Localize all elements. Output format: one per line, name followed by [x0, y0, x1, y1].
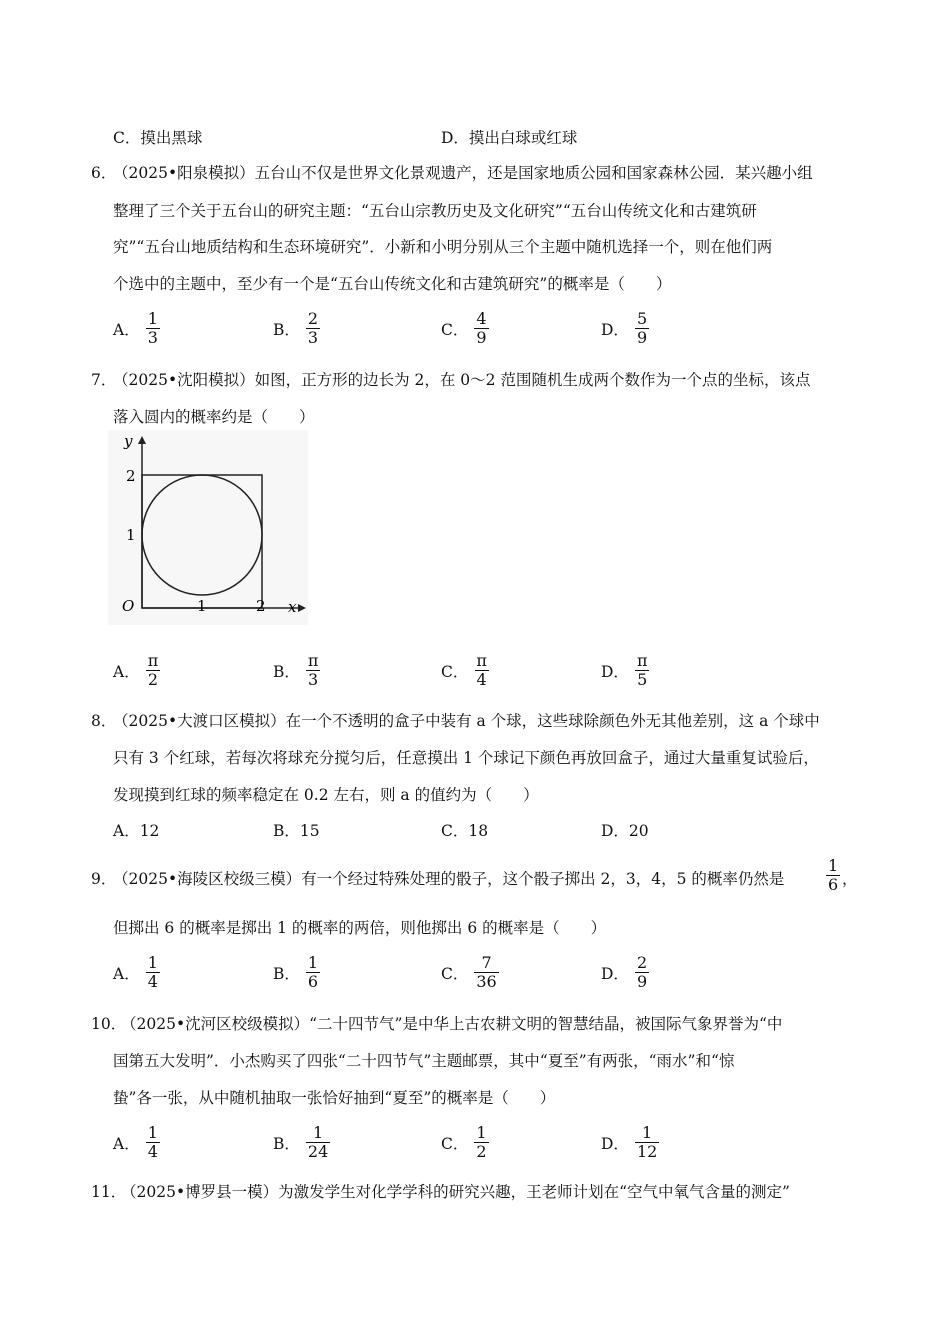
q8-option-d[interactable]: D．20: [601, 822, 649, 840]
q7-figure: [108, 430, 308, 625]
q6-option-d[interactable]: [601, 310, 649, 347]
q6-number: 6．: [91, 164, 117, 182]
option-label: C．: [441, 964, 469, 983]
option-label: A．: [113, 1134, 140, 1153]
q10-option-b[interactable]: [273, 1124, 330, 1161]
q10-line-3: 蛰”各一张，从中随机抽取一张恰好抽到“夏至”的概率是（ ）: [113, 1089, 556, 1107]
q6-line-3: 究”“五台山地质结构和生态环境研究”．小新和小明分别从三个主题中随机选择一个，则在他们两: [113, 238, 773, 256]
fraction: $\frac{2}{3}$: [307, 309, 319, 347]
option-label: C．: [441, 662, 469, 681]
q8-line-1: （2025•大渡口区模拟）在一个不透明的盒子中装有 a 个球，这些球除颜色外无其他差别，这 a 个球中: [113, 712, 820, 730]
q6-option-c[interactable]: [441, 310, 489, 347]
fraction: $\frac{1}{2}$: [476, 1123, 487, 1161]
q8-option-c[interactable]: C．18: [441, 822, 489, 840]
option-label: B．: [273, 964, 300, 983]
q10-option-a[interactable]: [113, 1124, 160, 1161]
option-label: D．: [601, 1134, 629, 1153]
q9-line-1-tail: ，: [842, 870, 858, 888]
q10-option-d[interactable]: [601, 1124, 659, 1161]
q6-line-1: （2025•阳泉模拟）五台山不仅是世界文化景观遗产，还是国家地质公园和国家森林公园．某兴趣小组: [113, 164, 813, 182]
figure-background: [108, 430, 308, 625]
q7-option-c[interactable]: [441, 652, 489, 689]
option-label: A．: [113, 320, 140, 339]
q9-line-2: 但掷出 6 的概率是掷出 1 的概率的两倍，则他掷出 6 的概率是（ ）: [113, 919, 607, 937]
q9-option-c[interactable]: [441, 954, 499, 991]
fraction: $\frac{5}{9}$: [636, 309, 648, 347]
q11-number: 11．: [91, 1183, 127, 1201]
q9-number: 9．: [91, 870, 117, 888]
q9-inline-fraction: $\frac{1}{6}$: [828, 856, 839, 894]
q7-line-1: （2025•沈阳模拟）如图，正方形的边长为 2，在 0～2 范围随机生成两个数作为一个点的坐标，该点: [113, 371, 811, 389]
q8-number: 8．: [91, 712, 117, 730]
option-label: D．: [601, 320, 629, 339]
fraction: $\frac{1}{4}$: [147, 953, 158, 991]
option-label: B．: [273, 662, 300, 681]
q8-option-a[interactable]: A．12: [113, 822, 160, 840]
fraction: $\frac{\pi}{4}$: [476, 651, 487, 689]
fraction: $\frac{1}{4}$: [147, 1123, 158, 1161]
fraction: $\frac{1}{12}$: [636, 1123, 658, 1161]
x-tick-2: 2: [256, 597, 266, 615]
origin-label: O: [122, 597, 135, 615]
fraction: $\frac{\pi}{3}$: [307, 651, 319, 689]
q7-number: 7．: [91, 371, 117, 389]
fraction: $\frac{1}{6}$: [307, 953, 319, 991]
prev-option-d: D．摸出白球或红球: [441, 129, 578, 147]
q6-line-2: 整理了三个关于五台山的研究主题：“五台山宗教历史及文化研究”“五台山传统文化和古建筑研: [113, 202, 757, 220]
q8-line-2: 只有 3 个红球，若每次将球充分搅匀后，任意摸出 1 个球记下颜色再放回盒子，通过大量重复试验后，: [113, 749, 819, 767]
option-label: B．: [273, 320, 300, 339]
q8-line-3: 发现摸到红球的频率稳定在 0.2 左右，则 a 的值约为（ ）: [113, 786, 539, 804]
option-label: B．: [273, 1134, 300, 1153]
fraction: $\frac{7}{36}$: [476, 953, 497, 991]
y-tick-2: 2: [126, 467, 136, 485]
q7-option-b[interactable]: [273, 652, 320, 689]
y-axis-label: y: [124, 432, 133, 450]
fraction: $\frac{\pi}{5}$: [636, 651, 648, 689]
q7-option-d[interactable]: [601, 652, 649, 689]
q6-line-4: 个选中的主题中，至少有一个是“五台山传统文化和古建筑研究”的概率是（ ）: [113, 275, 672, 293]
q9-option-b[interactable]: [273, 954, 320, 991]
q10-number: 10．: [91, 1015, 127, 1033]
option-label: A．: [113, 964, 140, 983]
option-label: D．: [601, 662, 629, 681]
prev-option-c: C．摸出黑球: [113, 129, 203, 147]
option-label: C．: [441, 1134, 469, 1153]
q10-line-2: 国第五大发明”．小杰购买了四张“二十四节气”主题邮票，其中“夏至”有两张，“雨水”和“惊: [113, 1052, 735, 1070]
fraction: $\frac{4}{9}$: [476, 309, 487, 347]
q8-option-b[interactable]: B．15: [273, 822, 320, 840]
q7-line-2: 落入圆内的概率约是（ ）: [113, 408, 315, 426]
q6-option-b[interactable]: [273, 310, 320, 347]
q10-line-1: （2025•沈河区校级模拟）“二十四节气”是中华上古农耕文明的智慧结晶，被国际气象界誉为“中: [121, 1015, 783, 1033]
fraction: $\frac{\pi}{2}$: [147, 651, 159, 689]
option-label: A．: [113, 662, 140, 681]
q9-option-d[interactable]: [601, 954, 649, 991]
q6-option-a[interactable]: [113, 310, 160, 347]
x-tick-1: 1: [197, 597, 207, 615]
q9-line-1: （2025•海陵区校级三模）有一个经过特殊处理的骰子，这个骰子掷出 2，3，4，5 的概率仍然是: [113, 870, 785, 888]
q7-option-a[interactable]: [113, 652, 160, 689]
q9-option-a[interactable]: [113, 954, 160, 991]
q11-line-1: （2025•博罗县一模）为激发学生对化学学科的研究兴趣，王老师计划在“空气中氧气含量的测定”: [121, 1183, 790, 1201]
option-label: C．: [441, 320, 469, 339]
y-tick-1: 1: [126, 526, 136, 544]
option-label: D．: [601, 964, 629, 983]
q10-option-c[interactable]: [441, 1124, 489, 1161]
fraction: $\frac{1}{24}$: [307, 1123, 329, 1161]
fraction: $\frac{2}{9}$: [636, 953, 648, 991]
fraction: $\frac{1}{3}$: [147, 309, 158, 347]
x-axis-label: x: [288, 598, 297, 616]
